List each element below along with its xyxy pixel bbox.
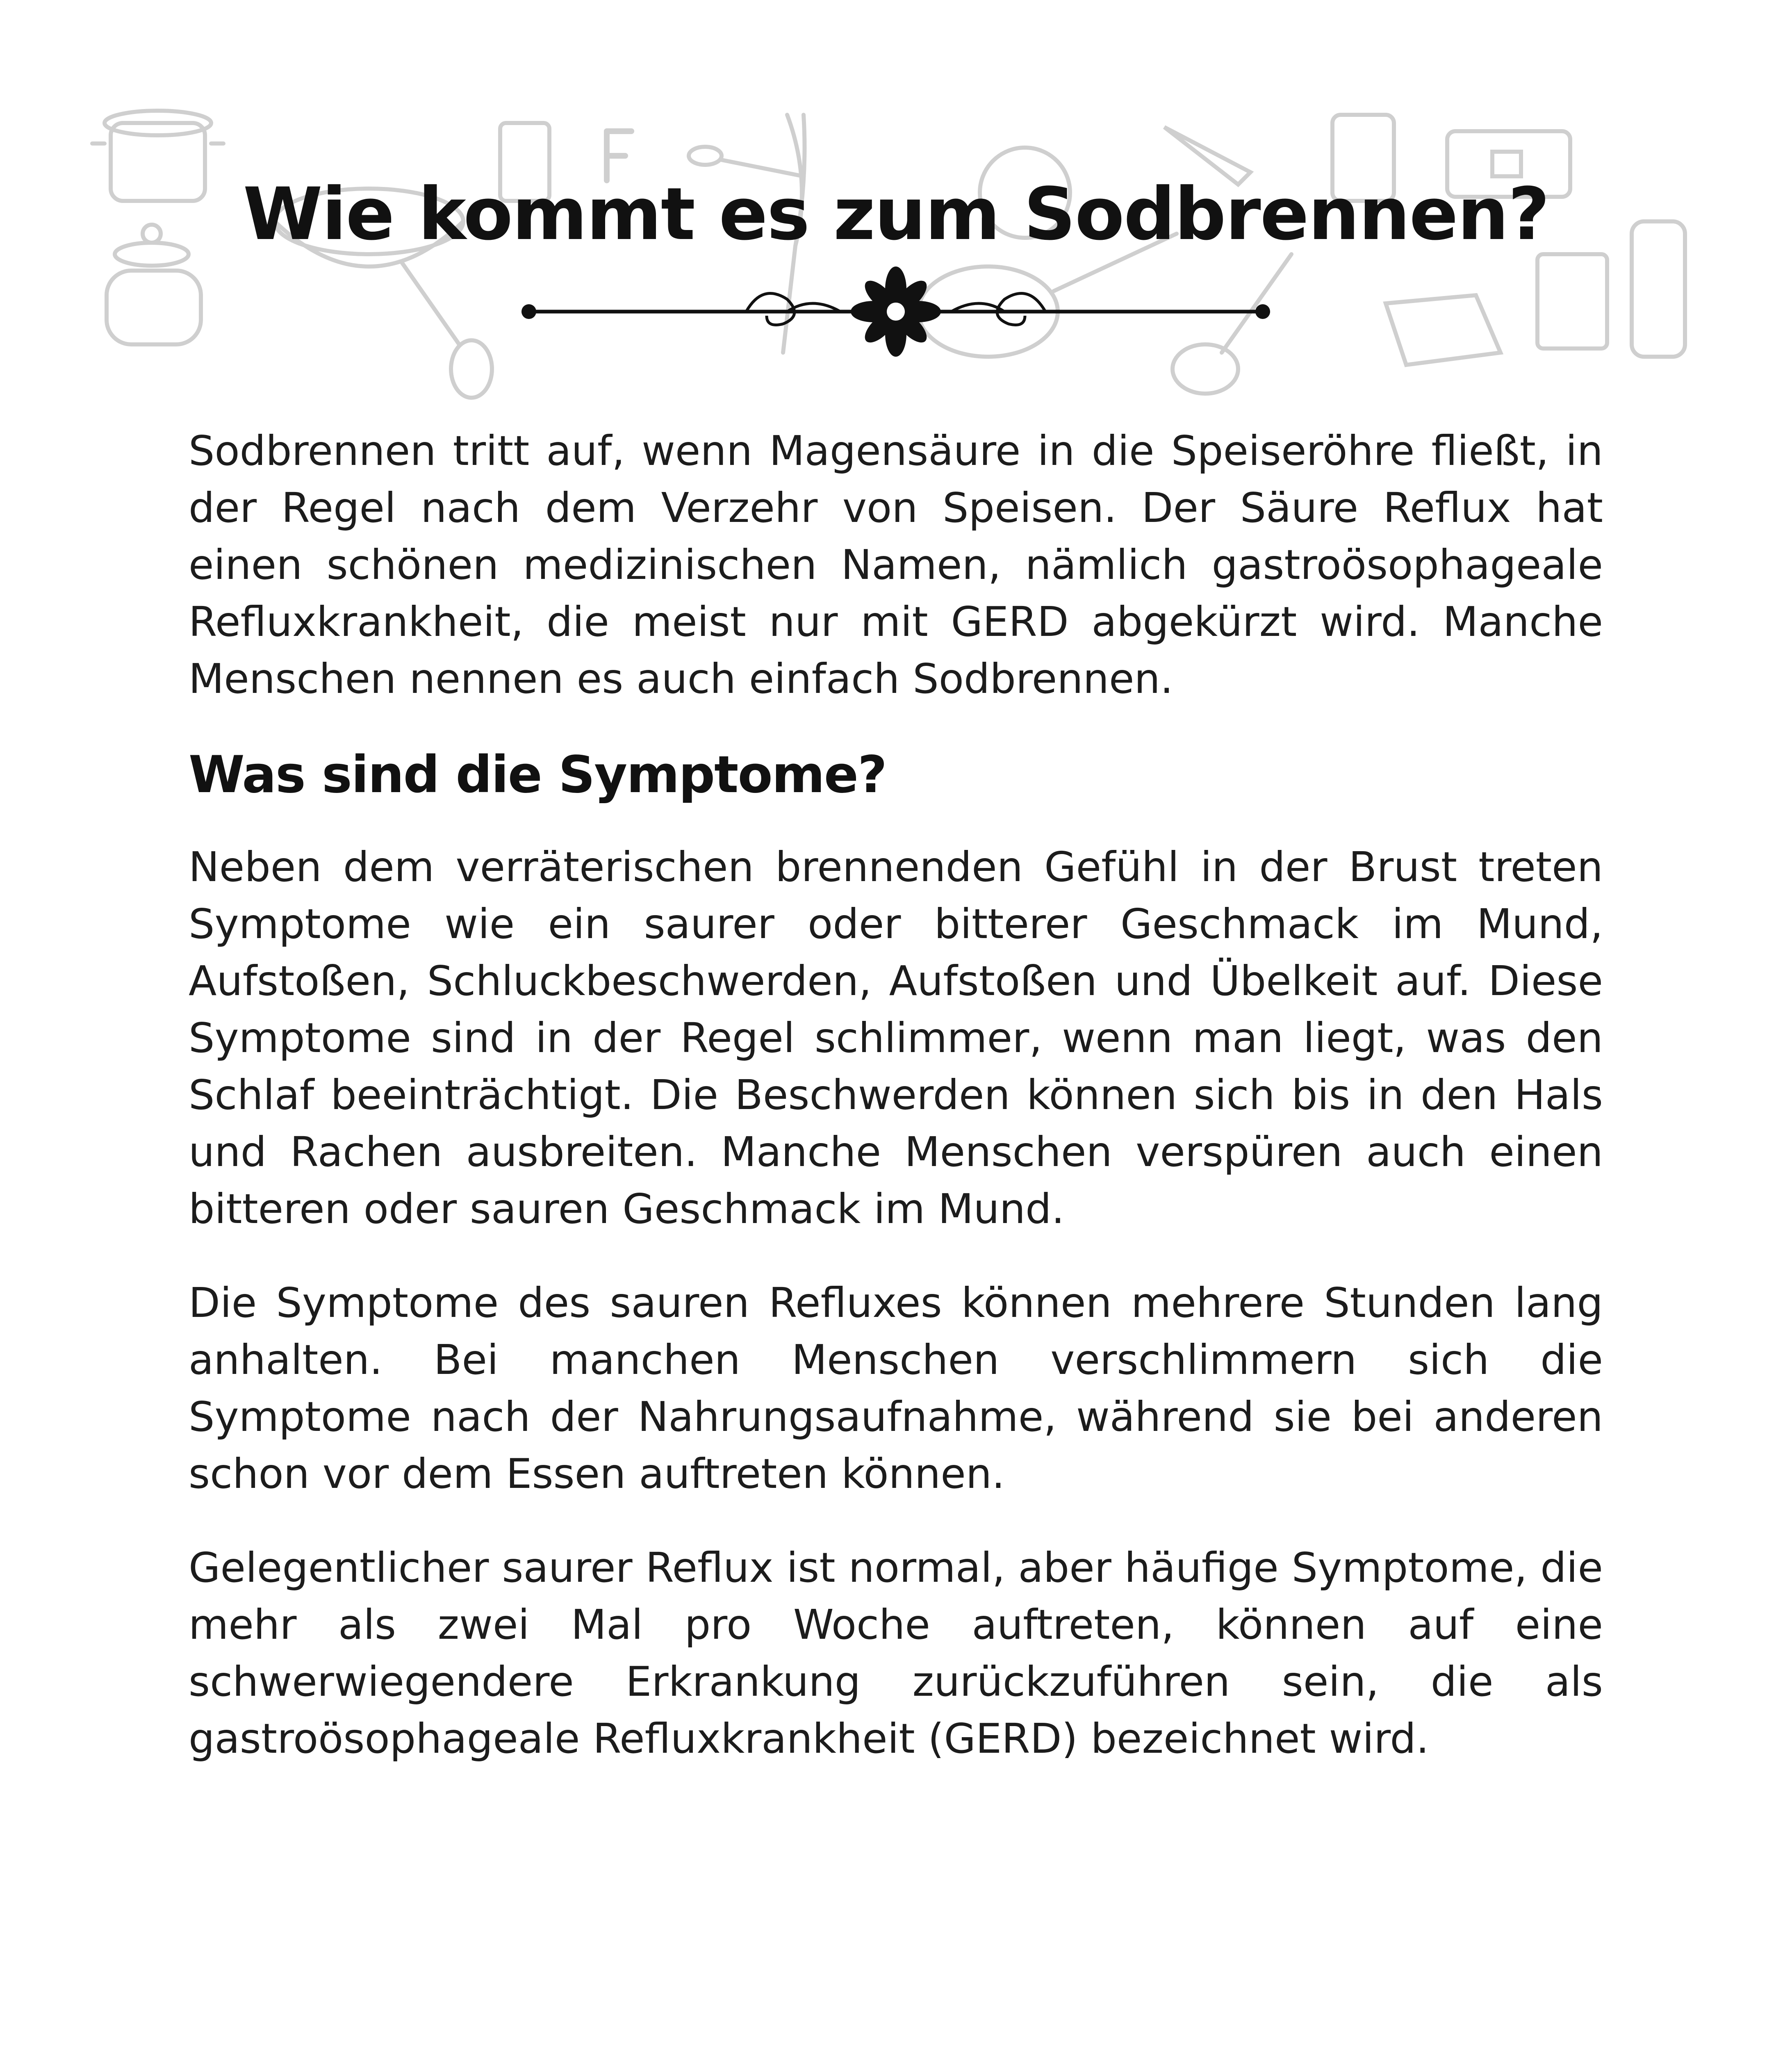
document-body	[189, 422, 1603, 1804]
intro-paragraph: Sodbrennen tritt auf, wenn Magensäure in die Speiseröhre fließt, in der Regel nach dem Verzehr von Speisen. Der Säure Reflux hat einen schönen medizinischen Namen, nämlich gastroösophageale Refluxkrankheit, die meist nur mit GERD abgekürzt wird. Manche Menschen nennen es auch einfach Sodbrennen.	[189, 427, 1603, 703]
kitchen-illustration-top	[82, 98, 1710, 418]
duration-paragraph: Die Symptome des sauren Refluxes können mehrere Stunden lang anhalten. Bei manchen Menschen verschlimmern sich die Symptome nach der Nahrungsaufnahme, während sie bei anderen schon vor dem Essen auftreten können.	[189, 1279, 1603, 1498]
section-heading: Was sind die Symptome?	[189, 745, 886, 804]
symptoms-paragraph: Neben dem verräterischen brennenden Gefühl in der Brust treten Symptome wie ein saurer oder bitterer Geschmack im Mund, Aufstoßen, Schluckbeschwerden, Aufstoßen und Übelkeit auf. Diese Symptome sind in der Regel schlimmer, wenn man liegt, was den Schlaf beeinträchtigt. Die Beschwerden können sich bis in den Hals und Rachen ausbreiten. Manche Menschen verspüren auch einen bitteren oder sauren Geschmack im Mund.	[189, 843, 1603, 1233]
page-title: Wie kommt es zum Sodbrennen?	[243, 172, 1549, 256]
gerd-paragraph: Gelegentlicher saurer Reflux ist normal, aber häufige Symptome, die mehr als zwei Mal pro Woche auftreten, können auf eine schwerwiegendere Erkrankung zurückzuführen sein, die als gastroösophageale Refluxkrankheit (GERD) bezeichnet wird.	[189, 1544, 1603, 1763]
title-divider	[521, 262, 1271, 361]
